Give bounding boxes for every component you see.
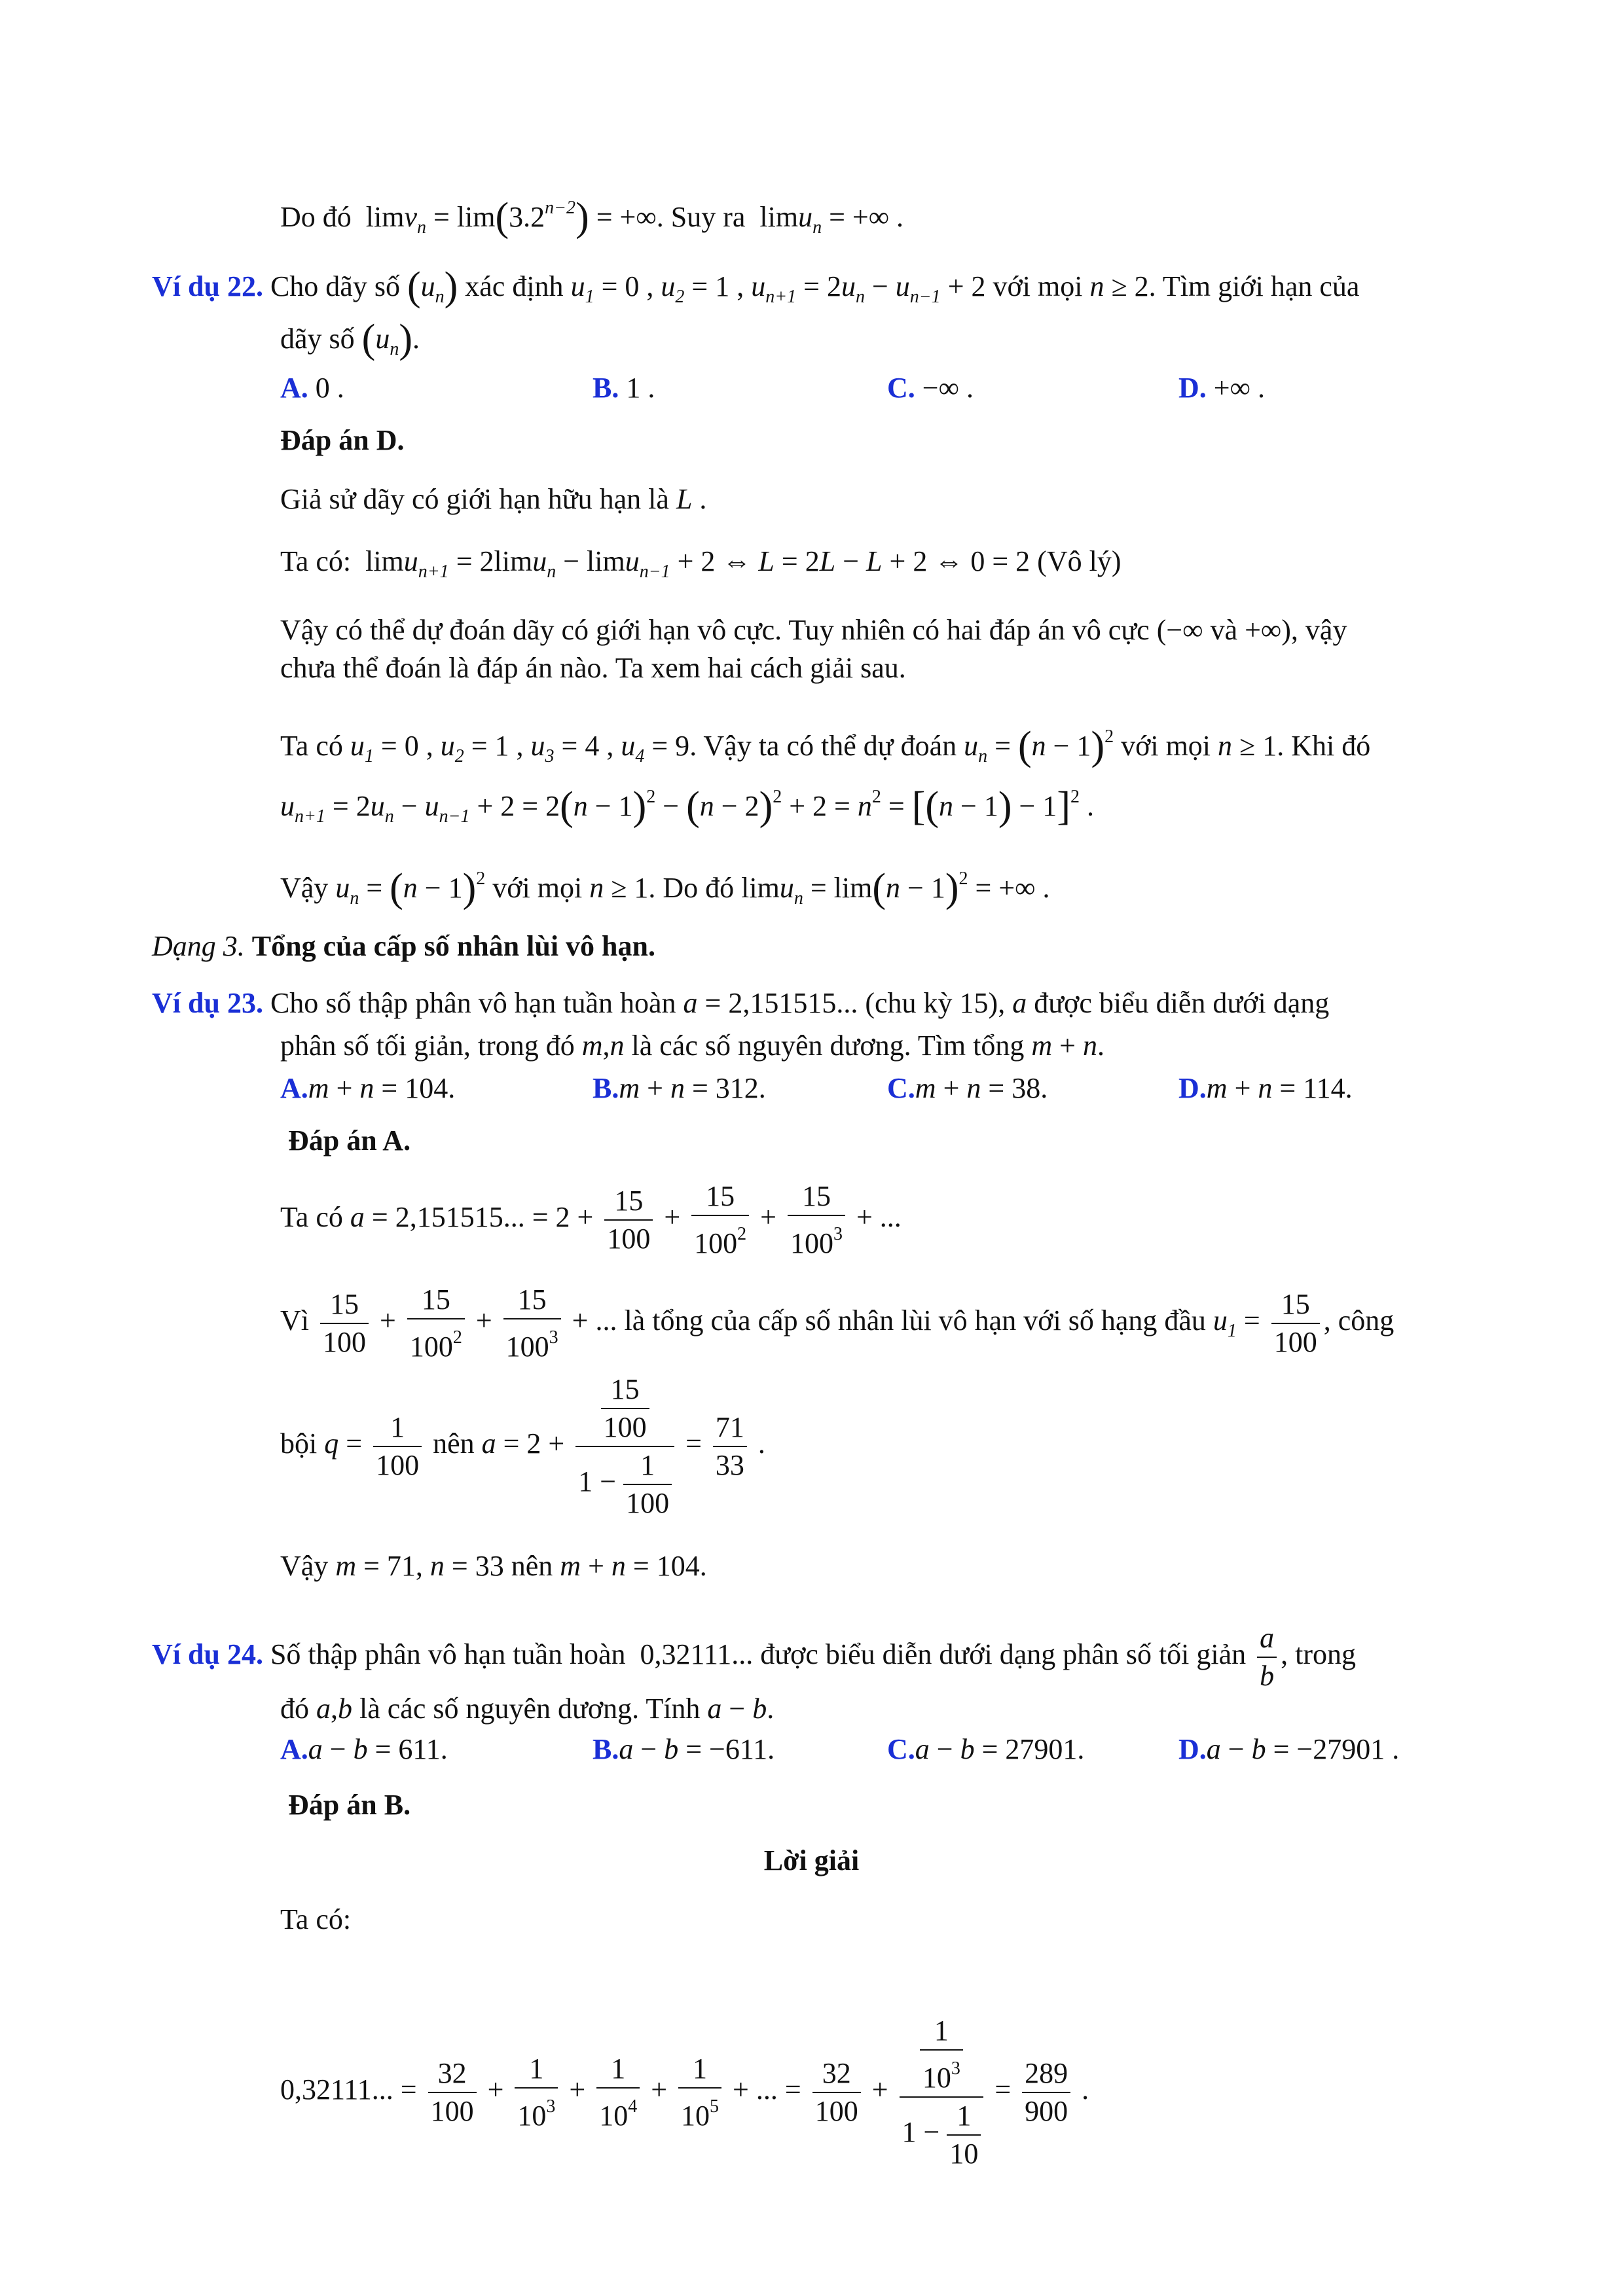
ex22-sol-line7: Vậy $u_n = (n - 1)^2$ với mọi n ≥ 1. Do đó $\lim u_n = \lim(n - 1)^2$ = +∞ .: [280, 866, 1050, 910]
ex23-option-d[interactable]: D.m + n = 114.: [1178, 1072, 1353, 1104]
ex22-sol-line2: Ta có: limu$_{n+1}$ = 2limu$_n$ − limu$_{n-1}$ + 2 ⇔ L = 2L − L + 2 ⇔ 0 = 2 (Vô lý): [280, 545, 1122, 582]
ex23-sol-line4: Vậy m = 71, n = 33 nên m + n = 104.: [280, 1550, 707, 1582]
ex22-sol-line5: Ta có $u_1 = 0$ , $u_2 = 1$ , $u_3 = 4$ , $u_4 = 9$. Vậy ta có thể dự đoán $u_n = (n - 1)^2$ với mọi n ≥ 1. Khi đó: [280, 724, 1371, 768]
ex24-option-a[interactable]: A.a − b = 611.: [280, 1733, 448, 1765]
ex23-label: Ví dụ 23.: [152, 987, 263, 1019]
ex22-question-line2: dãy số $(u_n)$.: [280, 317, 420, 361]
ex22-sol-line1: Giả sử dãy có giới hạn hữu hạn là L .: [280, 483, 707, 515]
ex23-sol-line2: Vì $\frac{15}{100}$ + $\frac{15}{100^2}$ + $\frac{15}{100^3}$ + ... là tổng của cấp số nhân lùi vô hạn với số hạng đầu $u_1$ = $\frac{15}{100}$ , công: [280, 1282, 1394, 1365]
ex22-option-a[interactable]: A. 0 .: [280, 372, 344, 404]
ex22-sol-line3: Vậy có thể dự đoán dãy có giới hạn vô cực. Tuy nhiên có hai đáp án vô cực (−∞ và +∞), vậy: [280, 614, 1347, 646]
ex22-question-line1: Ví dụ 22. Cho dãy số $(u_n)$ xác định $u_1 = 0$ , $u_2 = 1$ , $u_{n+1} = 2u_n - u_{n-1} + 2$ với mọi n ≥ 2. Tìm giới hạn của: [152, 264, 1360, 309]
ex24-label: Ví dụ 24.: [152, 1638, 263, 1671]
ex23-answer: Đáp án A.: [288, 1124, 411, 1157]
ex23-question-line2: phân số tối giản, trong đó m,n là các số nguyên dương. Tìm tổng m + n.: [280, 1030, 1104, 1062]
ex22-option-b[interactable]: B. 1 .: [593, 372, 655, 404]
ex22-sol-line4: chưa thể đoán là đáp án nào. Ta xem hai cách giải sau.: [280, 652, 906, 684]
ex24-solution-title: Lời giải: [763, 1844, 860, 1876]
section-label: Dạng 3.: [152, 930, 245, 962]
ex23-question-line1: Ví dụ 23. Cho số thập phân vô hạn tuần hoàn a = 2,151515... (chu kỳ 15), a được biểu diễn dưới dạng: [152, 987, 1330, 1019]
ex23-option-c[interactable]: C.m + n = 38.: [887, 1072, 1048, 1104]
ex23-option-b[interactable]: B.m + n = 312.: [593, 1072, 766, 1104]
ex24-option-d[interactable]: D.a − b = −27901 .: [1178, 1733, 1400, 1765]
ex24-sol-line2: 0,32111... = $\frac{32}{100}$ + $\frac{1}{10^3}$ + $\frac{1}{10^4}$ + $\frac{1}{10^5}$ + ... = $\frac{32}{100}$ + $\frac{1}{10^3}$ 1 − $\frac{1}{10}$ = $\frac{289}{900}$ .: [280, 2013, 1089, 2172]
ex22-option-c[interactable]: C. −∞ .: [887, 372, 974, 404]
ex23-sol-line1: Ta có a = 2,151515... = 2 + $\frac{15}{100}$ + $\frac{15}{100^2}$ + $\frac{15}{100^3}$ + ...: [280, 1178, 902, 1262]
ex22-option-d[interactable]: D. +∞ .: [1178, 372, 1265, 404]
ex23-option-a[interactable]: A.m + n = 104.: [280, 1072, 456, 1104]
ex24-option-c[interactable]: C.a − b = 27901.: [887, 1733, 1085, 1765]
intro-line: Do đó $\lim v_n = \lim(3.2^{n-2})$ = +∞. Suy ra limu$_n$ = +∞ .: [280, 195, 904, 240]
ex24-option-b[interactable]: B.a − b = −611.: [593, 1733, 775, 1765]
ex22-label: Ví dụ 22.: [152, 270, 263, 302]
ex24-answer: Đáp án B.: [288, 1789, 411, 1821]
ex22-sol-line6: $u_{n+1} = 2u_n - u_{n-1} + 2 = 2(n - 1)^2 - (n - 2)^2 + 2 = n^2 = [(n - 1) - 1]^2$ .: [280, 784, 1094, 829]
ex24-question-line1: Ví dụ 24. Số thập phân vô hạn tuần hoàn 0,32111... được biểu diễn dưới dạng phân số tối giản $\frac{a}{b}$ , trong: [152, 1620, 1356, 1695]
ex24-question-line2: đó a,b là các số nguyên dương. Tính a − b.: [280, 1693, 775, 1725]
ex24-sol-line1: Ta có:: [280, 1903, 352, 1935]
ex23-sol-line3: bội q = $\frac{1}{100}$ nên a = 2 + $\frac{15}{100}$ 1 − $\frac{1}{100}$ = $\frac{71}{33}$ .: [280, 1371, 765, 1522]
section-title: Tổng của cấp số nhân lùi vô hạn.: [251, 930, 655, 962]
ex22-answer: Đáp án D.: [280, 424, 405, 456]
section-heading: [152, 928, 655, 965]
